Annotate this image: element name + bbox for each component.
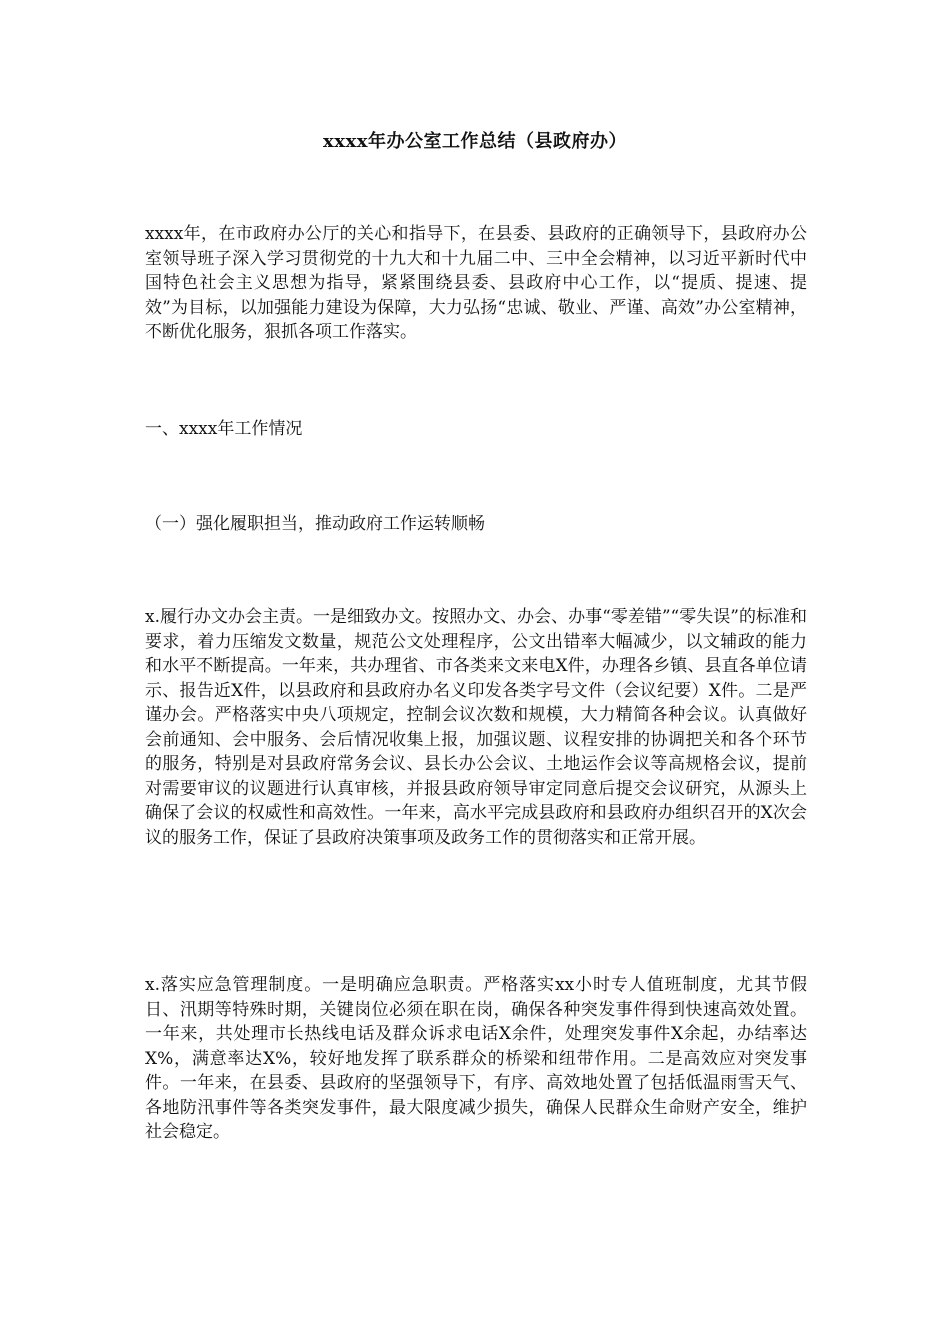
subsection-heading: （一）强化履职担当，推动政府工作运转顺畅 [145,514,485,534]
body-paragraph-item-2: x.落实应急管理制度。一是明确应急职责。严格落实xx小时专人值班制度，尤其节假日、汛期等特殊时期，关键岗位必须在职在岗，确保各种突发事件得到快速高效处置。一年来，共处理市长热线电话及群众诉求电话X余件，处理突发事件X余起，办结率达X%，满意率达X%，较好地发挥了联系群众的桥梁和纽带作用。二是高效应对突发事件。一年来，在县委、县政府的坚强领导下，有序、高效地处置了包括低温雨雪天气、各地防汛事件等各类突发事件，最大限度减少损失，确保人民群众生命财产安全，维护社会稳定。 [145,975,807,1142]
intro-paragraph: xxxx年，在市政府办公厅的关心和指导下，在县委、县政府的正确领导下，县政府办公室领导班子深入学习贯彻党的十九大和十九届二中、三中全会精神，以习近平新时代中国特色社会主义思想为指导，紧紧围绕县委、县政府中心工作，以“提质、提速、提效”为目标，以加强能力建设为保障，大力弘扬“忠诚、敬业、严谨、高效”办公室精神，不断优化服务，狠抓各项工作落实。 [145,224,807,342]
document-title: xxxx年办公室工作总结（县政府办） [323,131,627,152]
section-heading: 一、xxxx年工作情况 [145,419,303,439]
body-paragraph-item-1: x.履行办文办会主责。一是细致办文。按照办文、办会、办事“零差错”“零失误”的标准和要求，着力压缩发文数量，规范公文处理程序，公文出错率大幅减少，以文辅政的能力和水平不断提高。一年来，共办理省、市各类来文来电X件，办理各乡镇、县直各单位请示、报告近X件，以县政府和县政府办名义印发各类字号文件（会议纪要）X件。二是严谨办会。严格落实中央八项规定，控制会议次数和规模，大力精简各种会议。认真做好会前通知、会中服务、会后情况收集上报，加强议题、议程安排的协调把关和各个环节的服务，特别是对县政府常务会议、县长办公会议、土地运作会议等高规格会议，提前对需要审议的议题进行认真审核，并报县政府领导审定同意后提交会议研究，从源头上确保了会议的权威性和高效性。一年来，高水平完成县政府和县政府办组织召开的X次会议的服务工作，保证了县政府决策事项及政务工作的贯彻落实和正常开展。 [145,607,807,848]
